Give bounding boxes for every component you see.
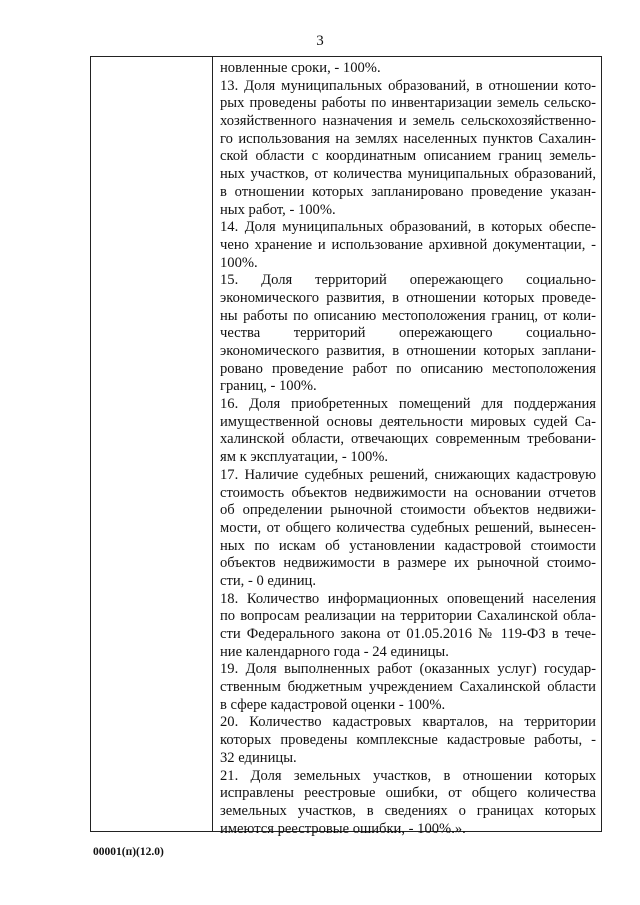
column-divider — [212, 57, 213, 831]
text-line: сти Федерального закона от 01.05.2016 № 119-ФЗ в тече- — [220, 626, 596, 642]
text-line: ской области с координатным описанием границ земель- — [220, 148, 596, 165]
text-line: экономического развития, в отношении которых проведе- — [220, 289, 596, 306]
text-line: 20. Количество кадастровых кварталов, на территории — [220, 714, 596, 731]
text-line: в сфере кадастровой оценки - 100%. — [220, 696, 446, 713]
text-line: 19. Доля выполненных работ (оказанных услуг) государ- — [220, 661, 596, 678]
text-line: имущественной основы деятельности мировых судей Са- — [220, 413, 596, 430]
text-line: границ, - 100%. — [220, 378, 317, 395]
text-line: 17. Наличие судебных решений, снижающих кадастровую — [220, 466, 596, 483]
text-line: чено хранение и использование архивной документации, - — [220, 236, 596, 253]
text-line: имеются реестровые ошибки, - 100%.». — [220, 820, 466, 837]
text-line: 32 единицы. — [220, 749, 297, 766]
text-line: 14. Доля муниципальных образований, в которых обеспе- — [220, 219, 596, 236]
text-line: 21. Доля земельных участков, в отношении которых — [220, 767, 596, 784]
text-line: 16. Доля приобретенных помещений для поддержания — [220, 396, 596, 413]
text-line: ных участков, от количества муниципальных образований, — [220, 166, 596, 183]
text-line: экономического развития, в отношении которых заплани- — [220, 343, 596, 359]
text-line: объектов недвижимости в размере их рыночной стоимо- — [220, 555, 596, 572]
text-line: рых проведены работы по инвентаризации земель сельско- — [220, 95, 596, 112]
document-table — [90, 56, 602, 837]
text-line: ны работы по описанию местоположения границ, от коли- — [220, 307, 596, 324]
text-line: ям к эксплуатации, - 100%. — [220, 449, 389, 466]
text-line: ровано проведение работ по описанию местоположения — [220, 360, 596, 377]
text-line: земельных участков, в сведениях о границах которых — [220, 802, 596, 819]
text-line: ние календарного года - 24 единицы. — [220, 643, 449, 660]
text-line: хозяйственного назначения и земель сельскохозяйственно- — [220, 113, 596, 130]
text-line: в отношении которых запланировано проведение указан- — [220, 183, 596, 200]
text-line: 15. Доля территорий опережающего социально- — [220, 272, 596, 289]
text-line: халинской области, отвечающих современным требовани- — [220, 431, 596, 448]
text-line: ных по искам об установлении кадастровой стоимости — [220, 537, 596, 554]
text-line: мости, от общего количества судебных решений, вынесен- — [220, 519, 596, 536]
text-line: новленные сроки, - 100%. — [220, 60, 381, 76]
text-line: которых проведены комплексные кадастровые работы, - — [220, 732, 596, 749]
text-line: го использования на землях населенных пунктов Сахалин- — [220, 130, 596, 147]
text-line: стоимость объектов недвижимости на основании отчетов — [220, 484, 596, 501]
text-line: ственным бюджетным учреждением Сахалинской области — [220, 679, 596, 696]
text-line: 18. Количество информационных оповещений населения — [220, 590, 596, 607]
text-line: сти, - 0 единиц. — [220, 572, 317, 589]
text-line: 100%. — [220, 254, 258, 271]
page-number: 3 — [316, 33, 324, 49]
text-line: 13. Доля муниципальных образований, в отношении кото- — [220, 77, 596, 94]
text-line: чества территорий опережающего социально- — [220, 325, 596, 342]
table-right-cell — [220, 60, 596, 837]
text-line: исправлены реестровые ошибки, от общего количества — [220, 785, 596, 802]
text-line: об определении рыночной стоимости объектов недвижи- — [220, 502, 596, 519]
text-line: по вопросам реализации на территории Сахалинской обла- — [220, 608, 596, 625]
table-left-cell — [91, 57, 212, 831]
text-line: ных работ, - 100%. — [220, 201, 336, 218]
form-code: 00001(п)(12.0) — [93, 846, 164, 858]
